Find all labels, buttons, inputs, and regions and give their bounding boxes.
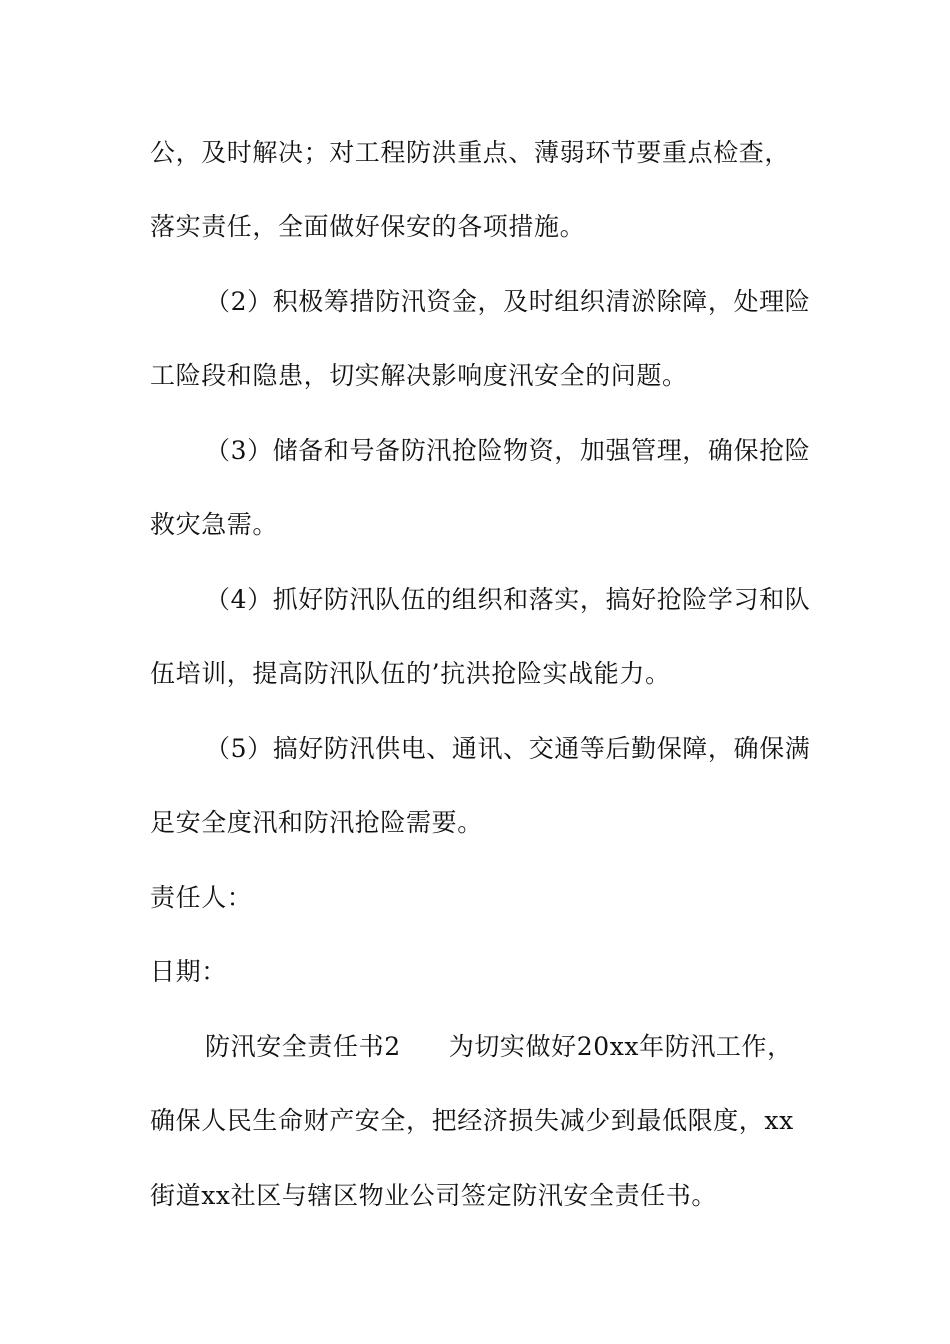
text-line: 街道xx社区与辖区物业公司签定防汛安全责任书。 [150, 1181, 717, 1210]
text-line: （5）搞好防汛供电、通讯、交通等后勤保障，确保满 [205, 734, 811, 763]
text-line: （4）抓好防汛队伍的组织和落实，搞好抢险学习和队 [205, 585, 811, 614]
text-line [205, 1032, 793, 1062]
section-title: 防汛安全责任书2 [205, 1032, 401, 1061]
date-label: 日期： [150, 957, 227, 986]
text-line: 足安全度汛和防汛抢险需要。 [150, 808, 483, 837]
text-line: 确保人民生命财产安全，把经济损失减少到最低限度，xx [150, 1106, 794, 1135]
signatory-label: 责任人： [150, 883, 253, 912]
text-line: 伍培训，提高防汛队伍的’抗洪抢险实战能力。 [150, 659, 671, 688]
text-line: （2）积极筹措防汛资金，及时组织清淤除障，处理险 [205, 287, 811, 316]
text-line: 工险段和隐患，切实解决影响度汛安全的问题。 [150, 361, 688, 390]
text-line: 公，及时解决；对工程防洪重点、薄弱环节要重点检查， [150, 138, 791, 167]
text-line: 救灾急需。 [150, 510, 279, 539]
text-line-content: 为切实做好20xx年防汛工作， [448, 1032, 793, 1061]
text-line: （3）储备和号备防汛抢险物资，加强管理，确保抢险 [205, 436, 811, 465]
text-line: 落实责任，全面做好保安的各项措施。 [150, 212, 586, 241]
